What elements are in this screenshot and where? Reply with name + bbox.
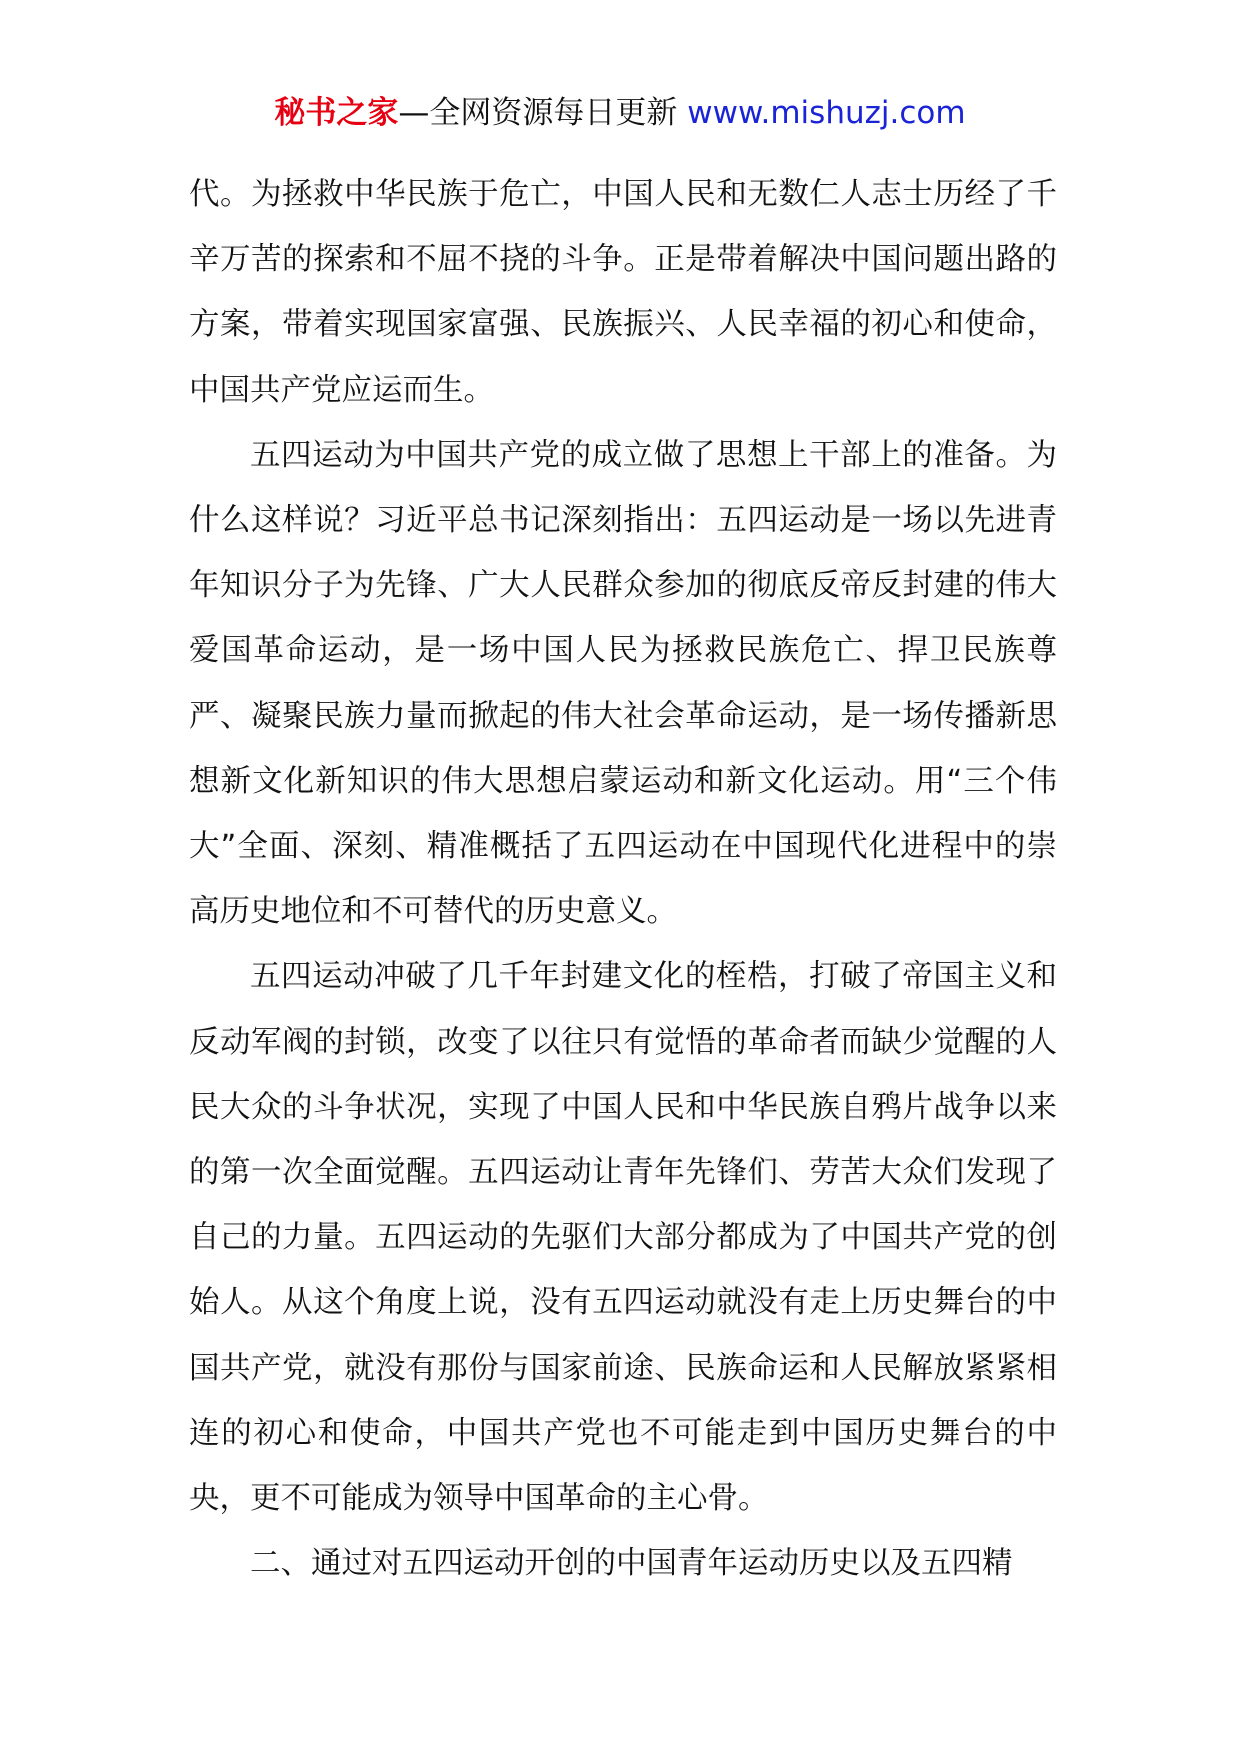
- paragraph: 五四运动为中国共产党的成立做了思想上干部上的准备。为什么这样说？习近平总书记深刻指出：五四运动是一场以先进青年知识分子为先锋、广大人民群众参加的彻底反帝反封建的伟大爱国革命运动，是一场中国人民为拯救民族危亡、捍卫民族尊严、凝聚民族力量而掀起的伟大社会革命运动，是一场传播新思想新文化新知识的伟大思想启蒙运动和新文化运动。用“三个伟大”全面、深刻、精准概括了五四运动在中国现代化进程中的崇高历史地位和不可替代的历史意义。: [189, 437, 1057, 930]
- page-header: [0, 93, 1240, 133]
- paragraph-section-heading: 二、通过对五四运动开创的中国青年运动历史以及五四精: [250, 1546, 1013, 1582]
- paragraph-continuation: 代。为拯救中华民族于危亡，中国人民和无数仁人志士历经了千辛万苦的探索和不屈不挠的斗争。正是带着解决中国问题出路的方案，带着实现国家富强、民族振兴、人民幸福的初心和使命，中国共产党应运而生。: [189, 177, 1057, 408]
- brand-name: 秘书之家: [274, 95, 399, 131]
- document-body: [189, 162, 1057, 1596]
- paragraph: 五四运动冲破了几千年封建文化的桎梏，打破了帝国主义和反动军阀的封锁，改变了以往只有觉悟的革命者而缺少觉醒的人民大众的斗争状况，实现了中国人民和中华民族自鸦片战争以来的第一次全面觉醒。五四运动让青年先锋们、劳苦大众们发现了自己的力量。五四运动的先驱们大部分都成为了中国共产党的创始人。从这个角度上说，没有五四运动就没有走上历史舞台的中国共产党，就没有那份与国家前途、民族命运和人民解放紧紧相连的初心和使命，中国共产党也不可能走到中国历史舞台的中央，更不可能成为领导中国革命的主心骨。: [189, 959, 1057, 1517]
- header-tagline: —全网资源每日更新: [398, 95, 688, 131]
- site-url[interactable]: www.mishuzj.com: [687, 95, 966, 131]
